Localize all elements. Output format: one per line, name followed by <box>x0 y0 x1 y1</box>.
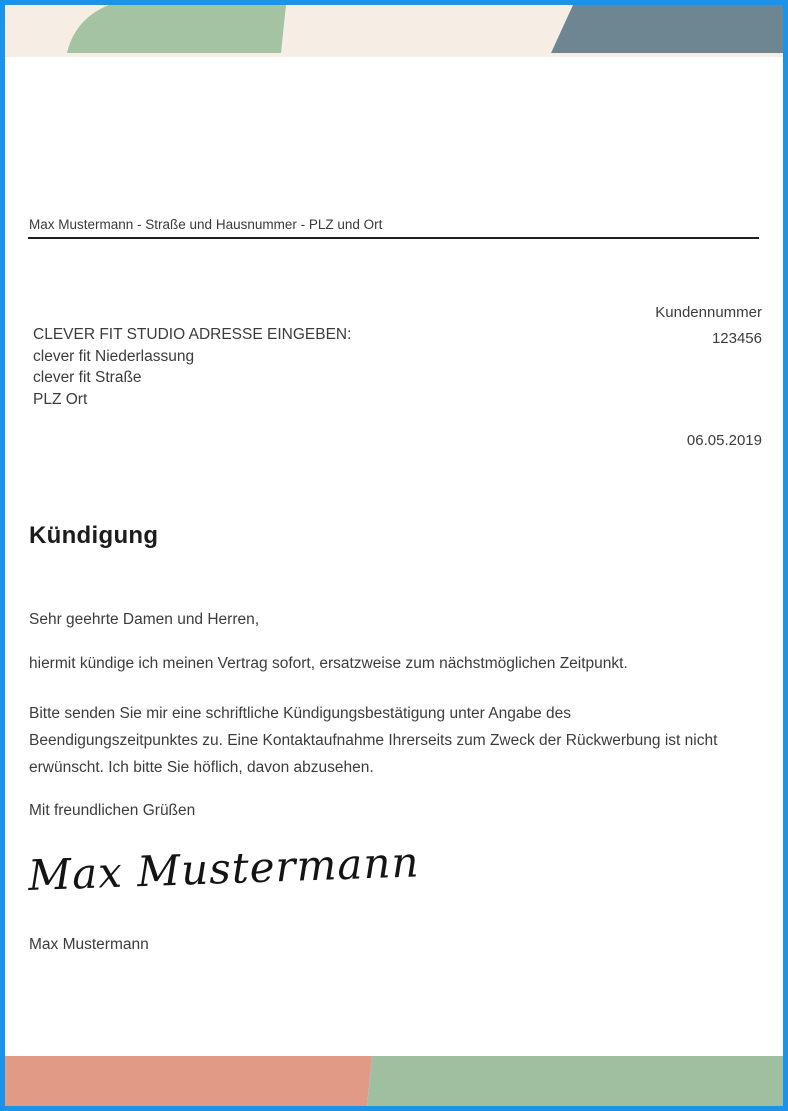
letter-subject: Kündigung <box>29 522 159 549</box>
sender-rule-divider <box>28 237 759 239</box>
recipient-address-line: clever fit Straße <box>33 369 142 386</box>
letter-date: 06.05.2019 <box>686 432 762 449</box>
bottom-band-salmon-shape <box>5 1056 372 1106</box>
recipient-address-line: clever fit Niederlassung <box>33 347 195 365</box>
closing: Mit freundlichen Grüßen <box>29 802 196 819</box>
body-paragraph-2-line: Beendigungszeitpunktes zu. Eine Kontaktaufnahme Ihrerseits zum Zweck der Rückwerbung ist nicht <box>29 732 718 749</box>
signature-handwriting: Max Mustermann <box>27 837 421 900</box>
bottom-decor-band <box>5 1056 783 1106</box>
top-band-green-shape <box>67 5 286 53</box>
customer-number-value: 123456 <box>711 330 762 347</box>
recipient-address-line: CLEVER FIT STUDIO ADRESSE EINGEBEN: <box>33 326 352 343</box>
body-paragraph-1: hiermit kündige ich meinen Vertrag sofort, ersatzweise zum nächstmöglichen Zeitpunkt. <box>29 655 628 672</box>
body-paragraph-2-line: erwünscht. Ich bitte Sie höflich, davon abzusehen. <box>29 759 374 776</box>
salutation: Sehr geehrte Damen und Herren, <box>29 611 260 628</box>
sender-line: Max Mustermann - Straße und Hausnummer - PLZ und Ort <box>29 217 383 232</box>
signer-name: Max Mustermann <box>29 936 149 953</box>
body-paragraph-2 <box>29 700 717 781</box>
top-decor-band <box>5 5 783 57</box>
recipient-address <box>33 324 351 410</box>
bottom-band-green-shape <box>367 1056 783 1106</box>
body-paragraph-2-line: Bitte senden Sie mir eine schriftliche Kündigungsbestätigung unter Angabe des <box>29 705 571 722</box>
top-band-gray-shape <box>551 5 783 53</box>
recipient-address-line: PLZ Ort <box>33 390 88 408</box>
customer-number-label: Kundennummer <box>655 304 762 321</box>
